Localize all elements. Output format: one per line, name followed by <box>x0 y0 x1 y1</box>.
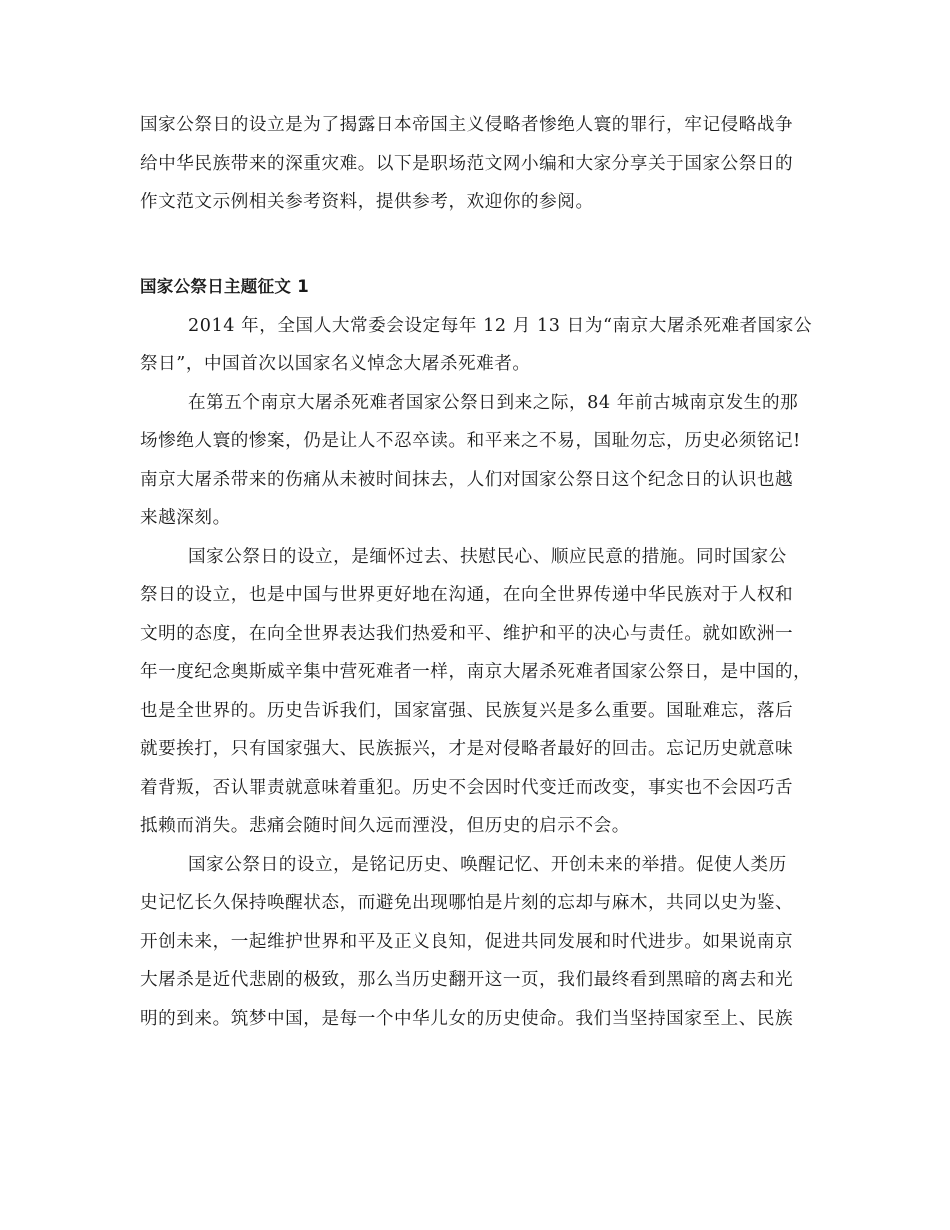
paragraph-line: 明的到来。筑梦中国，是每一个中华儿女的历史使命。我们当坚持国家至上、民族 <box>140 1008 794 1029</box>
paragraph-line: 在第五个南京大屠杀死难者国家公祭日到来之际，84 年前古城南京发生的那 <box>188 392 799 413</box>
intro-line: 国家公祭日的设立是为了揭露日本帝国主义侵略者惨绝人寰的罪行，牢记侵略战争 <box>140 115 794 135</box>
paragraph-line: 着背叛，否认罪责就意味着重犯。历史不会因时代变迁而改变，事实也不会因巧舌 <box>140 777 794 798</box>
intro-line: 作文范文示例相关参考资料，提供参考，欢迎你的参阅。 <box>140 192 594 212</box>
paragraph-line: 抵赖而消失。悲痛会随时间久远而湮没，但历史的启示不会。 <box>140 816 630 836</box>
paragraph-line: 场惨绝人寰的惨案，仍是让人不忍卒读。和平来之不易，国耻勿忘，历史必须铭记! <box>140 431 801 451</box>
paragraph-line: 国家公祭日的设立，是铭记历史、唤醒记忆、开创未来的举措。促使人类历 <box>188 854 787 875</box>
essay-title: 国家公祭日主题征文 1 <box>140 276 310 296</box>
paragraph-line: 史记忆长久保持唤醒状态，而避免出现哪怕是片刻的忘却与麻木，共同以史为鉴、 <box>140 893 794 913</box>
paragraph-line: 年一度纪念奥斯威辛集中营死难者一样，南京大屠杀死难者国家公祭日，是中国的， <box>140 662 812 682</box>
essay-paragraph-1 <box>140 307 812 384</box>
paragraph-line: 国家公祭日的设立，是缅怀过去、扶慰民心、顺应民意的措施。同时国家公 <box>188 546 787 567</box>
paragraph-line: 也是全世界的。历史告诉我们，国家富强、民族复兴是多么重要。国耻难忘，落后 <box>140 700 794 721</box>
paragraph-line: 南京大屠杀带来的伤痛从未被时间抹去，人们对国家公祭日这个纪念日的认识也越 <box>140 469 794 490</box>
essay-paragraph-2 <box>140 384 812 538</box>
paragraph-line: 就要挨打，只有国家强大、民族振兴，才是对侵略者最好的回击。忘记历史就意味 <box>140 739 794 759</box>
paragraph-line: 大屠杀是近代悲剧的极致，那么当历史翻开这一页，我们最终看到黑暗的离去和光 <box>140 970 794 990</box>
document-page <box>140 106 812 1038</box>
paragraph-line: 来越深刻。 <box>140 508 231 528</box>
paragraph-line: 祭日的设立，也是中国与世界更好地在沟通，在向全世界传递中华民族对于人权和 <box>140 585 794 605</box>
paragraph-line: 祭日”，中国首次以国家名义悼念大屠杀死难者。 <box>140 354 531 374</box>
paragraph-line: 开创未来，一起维护世界和平及正义良知，促进共同发展和时代进步。如果说南京 <box>140 931 794 952</box>
paragraph-line: 文明的态度，在向全世界表达我们热爱和平、维护和平的决心与责任。就如欧洲一 <box>140 623 794 644</box>
intro-line: 给中华民族带来的深重灾难。以下是职场范文网小编和大家分享关于国家公祭日的 <box>140 153 794 174</box>
essay-paragraph-4 <box>140 846 812 1039</box>
intro-paragraph <box>140 106 812 222</box>
paragraph-line: 2014 年，全国人大常委会设定每年 12 月 13 日为“南京大屠杀死难者国家公 <box>188 315 813 336</box>
essay-paragraph-3 <box>140 538 812 846</box>
